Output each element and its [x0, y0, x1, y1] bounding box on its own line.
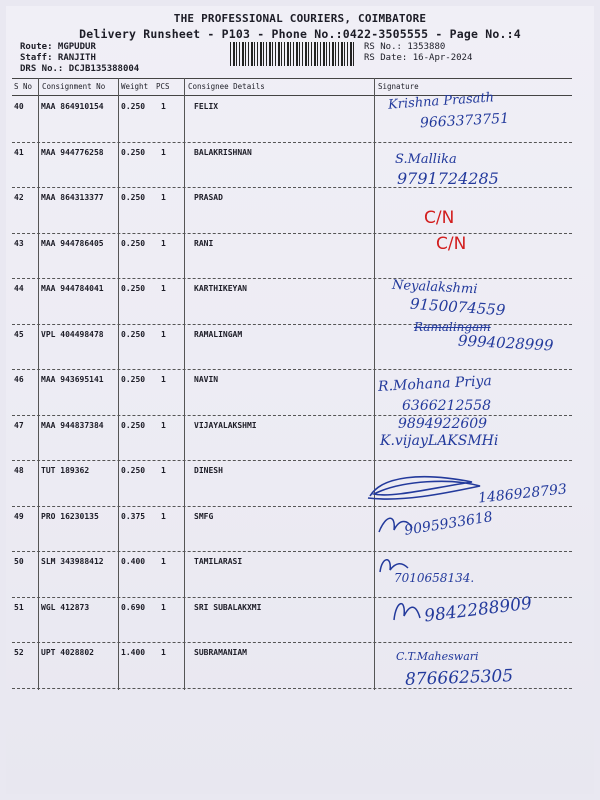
row-serial: 40: [14, 102, 24, 111]
column-divider: [118, 78, 119, 690]
row-weight: 0.250: [121, 284, 146, 293]
row-pcs: 1: [161, 602, 166, 612]
cn-mark: C/N: [436, 234, 467, 254]
row-consignee: BALAKRISHNAN: [194, 147, 252, 157]
row-consignee: SMFG: [194, 511, 214, 521]
row-consignee: VIJAYALAKSHMI: [194, 420, 257, 430]
signature: C.T.Maheswari: [396, 650, 479, 663]
row-consignment-no: MAA 943695141: [41, 375, 104, 384]
handwritten-phone: 9791724285: [397, 169, 499, 188]
route-label: Route: MGPUDUR: [20, 42, 96, 52]
row-pcs: 1: [161, 193, 166, 202]
row-divider: [12, 642, 572, 643]
row-consignee: KARTHIKEYAN: [194, 284, 247, 293]
handwritten-phone: 9663373751: [419, 110, 510, 132]
row-weight: 0.250: [121, 238, 146, 248]
cn-mark: C/N: [424, 208, 455, 228]
handwritten-phone: 7010658134.: [394, 571, 475, 585]
row-weight: 0.250: [121, 329, 146, 339]
row-consignment-no: WGL 412873: [41, 602, 90, 612]
row-weight: 1.400: [121, 648, 146, 657]
row-serial: 50: [14, 557, 24, 566]
row-divider: [12, 415, 572, 416]
row-pcs: 1: [161, 147, 166, 157]
row-pcs: 1: [161, 238, 166, 248]
row-consignment-no: MAA 944776258: [41, 147, 104, 157]
col-signature: Signature: [378, 82, 419, 91]
row-weight: 0.375: [121, 511, 146, 521]
handwritten-phone: 1486928793: [477, 481, 568, 507]
col-consignment: Consignment No: [42, 82, 106, 91]
row-serial: 41: [14, 147, 24, 157]
row-consignment-no: MAA 944784041: [41, 284, 104, 293]
row-pcs: 1: [161, 648, 166, 657]
row-serial: 46: [14, 375, 24, 384]
row-divider: [12, 597, 572, 598]
row-pcs: 1: [161, 420, 166, 430]
row-serial: 42: [14, 193, 24, 202]
row-divider: [12, 233, 572, 234]
row-weight: 0.250: [121, 147, 146, 157]
row-weight: 0.400: [121, 557, 146, 566]
column-divider: [374, 78, 375, 690]
row-divider: [12, 369, 572, 370]
row-consignment-no: MAA 944837384: [41, 420, 104, 430]
row-pcs: 1: [161, 284, 166, 293]
signature: Krishna Prasath: [387, 90, 495, 113]
row-weight: 0.250: [121, 102, 146, 111]
row-divider: [12, 460, 572, 461]
row-pcs: 1: [161, 557, 166, 566]
row-serial: 45: [14, 329, 24, 339]
column-divider: [38, 78, 39, 690]
handwritten-phone: 9894922609: [398, 416, 488, 432]
rs-date: RS Date: 16-Apr-2024: [364, 53, 473, 63]
scribble-signature: [362, 468, 487, 506]
scribble-signature: [376, 510, 416, 540]
row-pcs: 1: [161, 102, 166, 111]
row-consignee: SRI SUBALAKXMI: [194, 602, 262, 612]
row-weight: 0.250: [121, 466, 146, 475]
row-divider: [12, 142, 572, 143]
column-divider: [184, 78, 185, 690]
col-pcs: PCS: [156, 82, 170, 91]
handwritten-phone: 9150074559: [409, 294, 506, 320]
row-consignee: PRASAD: [194, 193, 223, 202]
row-pcs: 1: [161, 511, 166, 521]
barcode: [230, 42, 356, 66]
handwritten-phone: 8766625305: [404, 666, 514, 690]
row-consignment-no: MAA 944786405: [41, 238, 104, 248]
row-serial: 48: [14, 466, 24, 475]
table-top-rule: [12, 78, 572, 79]
handwritten-phone: 9095933618: [403, 509, 494, 539]
scribble-signature: [388, 596, 424, 626]
row-consignment-no: UPT 4028802: [41, 648, 94, 657]
row-consignment-no: VPL 404498478: [41, 329, 104, 339]
row-consignee: RAMALINGAM: [194, 329, 243, 339]
row-serial: 47: [14, 420, 24, 430]
row-serial: 52: [14, 648, 24, 657]
staff-label: Staff: RANJITH: [20, 53, 96, 63]
row-pcs: 1: [161, 329, 166, 339]
rs-number: RS No.: 1353880: [364, 42, 446, 52]
row-serial: 43: [14, 238, 24, 248]
signature: Ramalingam: [414, 320, 491, 334]
row-serial: 51: [14, 602, 24, 612]
row-divider: [12, 278, 572, 279]
signature: Neyalakshmi: [391, 277, 478, 298]
col-consignee: Consignee Details: [188, 82, 265, 91]
row-consignment-no: PRO 16230135: [41, 511, 99, 521]
company-title: THE PROFESSIONAL COURIERS, COIMBATORE: [173, 12, 427, 25]
col-weight: Weight: [121, 82, 149, 91]
row-weight: 0.690: [121, 602, 146, 612]
row-consignment-no: TUT 189362: [41, 466, 90, 475]
row-consignee: DINESH: [194, 466, 223, 475]
signature: R.Mohana Priya: [377, 373, 493, 395]
signature: S.Mallika: [395, 152, 457, 167]
row-consignee: SUBRAMANIAM: [194, 648, 247, 657]
row-weight: 0.250: [121, 375, 146, 384]
row-pcs: 1: [161, 375, 166, 384]
row-weight: 0.250: [121, 193, 146, 202]
row-consignee: FELIX: [194, 102, 219, 111]
row-consignment-no: MAA 864910154: [41, 102, 104, 111]
handwritten-phone: 9842288909: [423, 593, 533, 627]
row-consignee: RANI: [194, 238, 214, 248]
row-weight: 0.250: [121, 420, 146, 430]
col-sno: S No: [14, 82, 33, 91]
row-serial: 49: [14, 511, 24, 521]
runsheet-subtitle: Delivery Runsheet - P103 - Phone No.:0422-3505555 - Page No.:4: [79, 27, 521, 41]
row-pcs: 1: [161, 466, 166, 475]
row-consignee: TAMILARASI: [194, 557, 243, 566]
handwritten-phone: 9994028999: [457, 331, 554, 355]
row-serial: 44: [14, 284, 24, 293]
row-divider: [12, 688, 572, 689]
row-consignment-no: SLM 343988412: [41, 557, 104, 566]
row-consignment-no: MAA 864313377: [41, 193, 104, 202]
signature: K.vijayLAKSMHi: [380, 433, 499, 449]
drs-label: DRS No.: DCJB135388004: [20, 64, 140, 74]
handwritten-phone: 6366212558: [402, 398, 492, 414]
row-divider: [12, 551, 572, 552]
row-consignee: NAVIN: [194, 375, 219, 384]
